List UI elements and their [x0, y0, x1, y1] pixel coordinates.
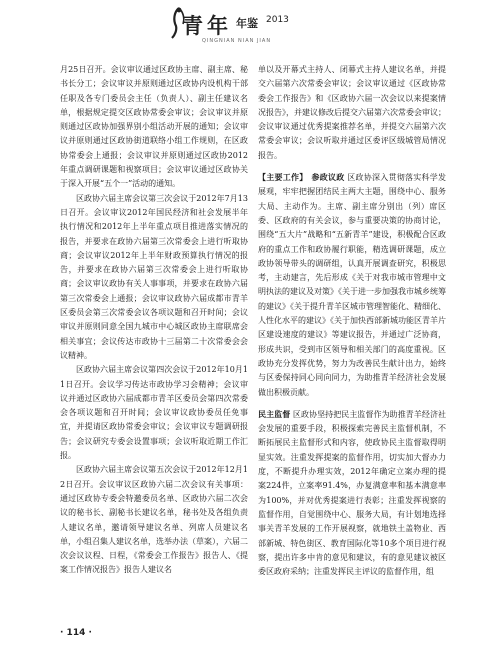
page-header — [0, 0, 480, 52]
paragraph — [60, 363, 248, 463]
paragraph — [60, 192, 248, 364]
paragraph-text: 区政协六届主席会议第四次会议于2012年10月11日召开。会议学习传达市政协学习会精神；会议审议并通过区政协六届成都市青羊区委员会第四次常委会各项议题和召开时间；会议审议政协委员任免事宜，并提请区政协常委会审议；会议审议专题调研报告；会议研究专委会设置事项；会议听取近期工作汇报。 — [60, 365, 248, 461]
logo-pinyin: QINGNIAN NIAN JIAN — [202, 38, 272, 44]
paragraph-text: 区政协坚持把民主监督作为助推青羊经济社会发展的重要手段，积极探索完善民主监督机制，不断拓展民主监督形式和内容，使政协民主监督取得明显实效。注重发挥提案的监督作用，切实加大督办力度，不断提升办理实效，2012年确定立案办理的提案224件，立案率91.4%，办复满意率和基本满意率为100%，并对优秀提案进行表彰；注重发挥视察的监督作用，自觉围绕中心、服务大局，有计划地选择事关青羊发展的工作开展视察，就地铁土盖物业、西部新城、特色街区、教育国际化等10多个项目进行视察，提出许多中肯的意见和建议，有的意见建议被区委区政府采纳；注重发挥民主评议的监督作用，组 — [258, 409, 446, 577]
left-column — [60, 63, 248, 615]
paragraph-text: 区政协深入贯彻落实科学发展观，牢牢把握团结民主两大主题，围绕中心、服务大局、主动作为。主席、副主席分别出（列）席区委、区政府的有关会议，参与重要决策的协商讨论，围绕“五大片”战略和“五新青羊”建设，积极配合区政府的重点工作和政协履行职能，精选调研课题，成立政协领导带头的调研组，认真开展调查研究，积极思考，主动建言，先后形成《关于对我市城市管理中文明执法的建议及对策》《关于进一步加强我市城乡统筹的建议》《关于提升青羊区城市管理智能化、精细化、人性化水平的建议》《关于加快西部新城功能区青羊片区建设速度的建议》等建议报告，并通过广泛协商，形成共识，受到市区领导和相关部门的高度重视。区政协充分发挥优势，努力为改善民生献计出力，始终与区委保持同心同向同力，为助推青羊经济社会发展做出积极贡献。 — [258, 173, 446, 397]
page-number: · 114 · — [60, 628, 92, 638]
logo-title: 青年 — [182, 13, 232, 38]
right-column — [258, 63, 446, 615]
paragraph-text: 单以及开幕式主持人、闭幕式主持人建议名单，并提交六届第六次常委会审议；会议审议通过《区政协常委会工作报告》和《区政协六届一次会议以来提案情况报告》，并建议修改后提交六届第六次常委会审议；会议审议通过优秀提案推荐名单，并提交六届第六次常委会审议；会议听取并通过区委评区级城管局情况报告。 — [258, 65, 446, 160]
paragraph — [60, 63, 248, 192]
paragraph-text: 区政协六届主席会议第三次会议于2012年7月13日召开。会议审议2012年国民经济和社会发展半年执行情况和2012年上半年重点项目推进落实情况的报告，并要求在政协六届第三次常委会上进行听取协商；会议审议2012年上半年财政预算执行情况的报告，并要求在政协六届第三次常委会上进行听取协商；会议审议政协有关人事事项，并要求在政协六届第三次常委会上通报；会议审议政协六届成都市青羊区委员会第三次常委会议各项议题和召开时间；会议审议并原则同意全国九城市中心城区政协主席联席会相关事宜；会议传达市政协十三届第二十次常委会会议精神。 — [60, 193, 248, 360]
logo-subtitle: 年鉴 — [236, 17, 258, 30]
section-heading: 【主要工作】 — [258, 173, 308, 183]
paragraph — [60, 463, 248, 577]
paragraph-text: 区政协六届主席会议第五次会议于2012年12月12日召开。会议审议区政协六届二次会议有关事项：通过区政协专委会特邀委员名单、区政协六届二次会议的秘书长、副秘书长建议名单，秘书处及各组负责人建议名单，邀请领导建议名单、列席人员建议名单，小组召集人建议名单，选举办法（草案），六届二次会议议程、日程，《常委会工作报告》报告人、《提案工作情况报告》报告人建议名 — [60, 465, 248, 575]
paragraph — [258, 408, 446, 580]
section-heading: 民主监督 — [258, 409, 291, 419]
paragraph-text: 月25日召开。会议审议通过区政协主席、副主席、秘书长分工；会议审议并原则通过区政协内设机构干部任职及各专门委员会主任（负责人）、副主任建议名单，根据规定提交区政协常委会审议；会议审议并原则通过区政协加强界别小组活动开展的通知；会议审议并原则通过区政协街道联络小组工作规则，在区政协常委会上通报；会议审议并原则通过区政协2012年重点调研课题和视察项目；会议审议通过区政协关于深入开展“五个一”活动的通知。 — [60, 65, 248, 189]
section-subheading: 参政议政 — [311, 173, 345, 183]
logo-year: 2013 — [266, 15, 289, 25]
paragraph — [258, 63, 446, 163]
paragraph — [258, 171, 446, 400]
